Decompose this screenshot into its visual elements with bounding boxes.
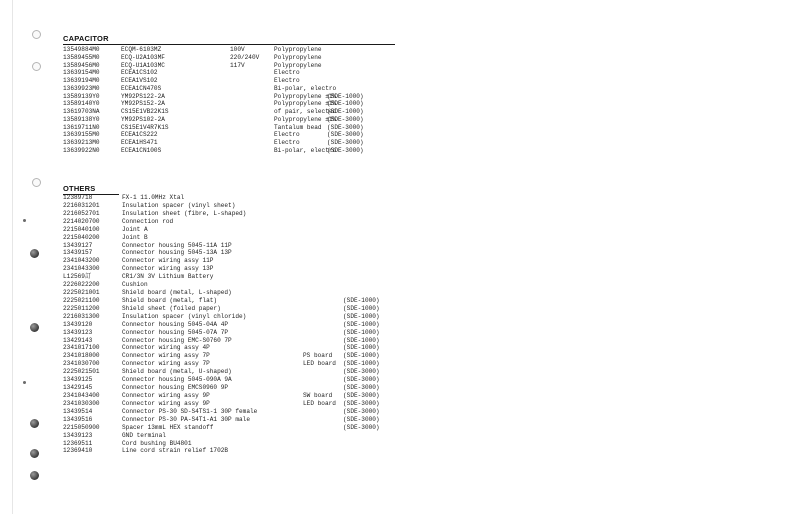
- capacitor-type: Polypropylene: [274, 46, 322, 53]
- part-number: 2225021001: [63, 289, 100, 297]
- capacitor-type: Bi-polar, electro: [274, 84, 337, 92]
- part-description: Connector housing 5045-11A 11P: [122, 241, 232, 249]
- part-description: Shield board (metal, flat): [122, 296, 218, 304]
- part-number: 13639194M0: [63, 77, 100, 84]
- part-description: Connector wiring assy 4P: [122, 344, 210, 352]
- part-code: ECQM-6103MZ: [121, 46, 162, 53]
- part-number: 13589456M0: [63, 61, 100, 69]
- model-note: (SDE-3000): [343, 384, 380, 392]
- binder-hole: [32, 30, 41, 39]
- part-description: Line cord strain relief 1702B: [122, 447, 229, 455]
- board-location: SW board: [303, 392, 333, 399]
- part-description: Connector wiring assy 7P: [122, 360, 210, 368]
- part-number: 13439157: [63, 249, 93, 257]
- voltage-rating: 117V: [230, 61, 245, 69]
- capacitor-type: of pair, selected: [274, 108, 337, 115]
- part-description: Connector housing 5045-090A 9A: [122, 376, 232, 384]
- binder-hole: [30, 323, 39, 332]
- part-code: ECEA1HS471: [121, 139, 158, 146]
- model-note: (SDE-3000): [327, 139, 364, 146]
- part-code: YM92PS152-2A: [121, 100, 165, 108]
- part-number: 13429145: [63, 384, 93, 392]
- model-note: (SDE-3000): [343, 423, 380, 431]
- part-number: 13639922N0: [63, 146, 100, 154]
- part-number: 12389718: [63, 194, 93, 201]
- capacitor-type: Polypropylene ±1%: [274, 115, 337, 123]
- part-description: Shield board (metal, L-shaped): [122, 289, 232, 297]
- part-description: Connector housing 5045-07A 7P: [122, 328, 229, 336]
- model-note: (SDE-3000): [343, 376, 380, 384]
- part-description: Cord bushing BU4801: [122, 439, 192, 447]
- part-description: Connector housing 5045-13A 13P: [122, 249, 232, 257]
- part-code: ECEA1CN470S: [121, 84, 162, 92]
- part-description: CR1/3N 3V Lithium Battery: [122, 273, 214, 281]
- part-description: Joint A: [122, 225, 148, 233]
- part-number: 2226022200: [63, 281, 100, 289]
- capacitor-type: Electro: [274, 69, 300, 77]
- model-note: (SDE-3000): [343, 392, 380, 399]
- part-number: 13589139Y0: [63, 92, 100, 100]
- part-number: 13439123: [63, 328, 93, 336]
- model-note: (SDE-3000): [343, 368, 380, 376]
- part-number: 2225011200: [63, 304, 100, 312]
- model-note: (SDE-1000): [327, 108, 364, 115]
- part-description: Connector PS-30 SD-S4TS1-1 30P female: [122, 407, 258, 415]
- capacitor-type: Polypropylene ±1%: [274, 100, 337, 108]
- part-number: 12369410: [63, 447, 93, 455]
- part-description: Cushion: [122, 281, 148, 289]
- model-note: (SDE-3000): [327, 123, 364, 131]
- model-note: (SDE-1000): [343, 344, 380, 352]
- model-note: (SDE-1000): [343, 336, 380, 344]
- margin-mark: [23, 381, 26, 384]
- part-number: L12569訂: [63, 273, 92, 281]
- part-description: Shield board (metal, U-shaped): [122, 368, 232, 376]
- part-number: 2341018000: [63, 352, 100, 360]
- binder-hole: [30, 419, 39, 428]
- part-description: Connection rod: [122, 217, 174, 225]
- model-note: (SDE-1000): [343, 296, 380, 304]
- binder-hole: [30, 449, 39, 458]
- model-note: (SDE-3000): [327, 146, 364, 154]
- capacitor-type: Electro: [274, 131, 300, 139]
- part-number: 2341043200: [63, 257, 100, 265]
- part-number: 13439516: [63, 415, 93, 423]
- capacitor-type: Polypropylene: [274, 61, 322, 69]
- model-note: (SDE-3000): [343, 399, 380, 407]
- model-note: (SDE-3000): [343, 407, 380, 415]
- part-number: 2216052701: [63, 209, 100, 217]
- part-number: 12369511: [63, 439, 93, 447]
- part-code: ECEA1CS102: [121, 69, 158, 77]
- part-number: 13589455M0: [63, 53, 100, 61]
- part-number: 2214020700: [63, 217, 100, 225]
- part-number: 2341043300: [63, 265, 100, 273]
- binder-hole: [30, 471, 39, 480]
- part-number: 13639213M0: [63, 139, 100, 146]
- part-description: Connector wiring assy 9P: [122, 399, 210, 407]
- binder-hole: [32, 62, 41, 71]
- part-number: 2216031201: [63, 201, 100, 209]
- part-number: 2216031300: [63, 312, 100, 320]
- model-note: (SDE-1000): [343, 360, 380, 368]
- others-heading: OTHERS: [63, 184, 96, 193]
- part-description: Connector wiring assy 13P: [122, 265, 214, 273]
- model-note: (SDE-1000): [343, 328, 380, 336]
- capacitor-heading: CAPACITOR: [63, 34, 109, 43]
- part-description: Connector wiring assy 9P: [122, 392, 210, 399]
- capacitor-type: Tantalum bead: [274, 123, 322, 131]
- part-number: 13619703NA: [63, 108, 100, 115]
- part-number: 13549884M0: [63, 46, 100, 53]
- part-description: Insulation spacer (vinyl chloride): [122, 312, 247, 320]
- part-number: 2215040100: [63, 225, 100, 233]
- part-code: ECEA1VS102: [121, 77, 158, 84]
- model-note: (SDE-1000): [343, 312, 380, 320]
- part-code: ECEA1CS222: [121, 131, 158, 139]
- page-edge: [12, 0, 13, 514]
- binder-hole: [30, 249, 39, 258]
- part-number: 13439514: [63, 407, 93, 415]
- part-description: Shield sheet (foiled paper): [122, 304, 221, 312]
- part-number: 2225021501: [63, 368, 100, 376]
- part-description: Connector PS-30 PA-S4T1-A1 30P male: [122, 415, 250, 423]
- part-code: ECQ-U2A103MF: [121, 53, 165, 61]
- part-number: 13439120: [63, 320, 93, 328]
- part-description: GND terminal: [122, 431, 166, 439]
- model-note: (SDE-3000): [343, 415, 380, 423]
- capacitor-type: Polypropylene ±1%: [274, 92, 337, 100]
- capacitor-type: Electro: [274, 139, 300, 146]
- part-code: CS15E1V4R7K1S: [121, 123, 169, 131]
- part-description: FX-1 11.0MHz Xtal: [122, 194, 185, 201]
- capacitor-type: Electro: [274, 77, 300, 84]
- model-note: (SDE-1000): [343, 304, 380, 312]
- margin-mark: [23, 219, 26, 222]
- part-number: 2225021100: [63, 296, 100, 304]
- part-number: 2341030300: [63, 399, 100, 407]
- part-description: Insulation spacer (vinyl sheet): [122, 201, 236, 209]
- part-number: 2341017100: [63, 344, 100, 352]
- part-number: 13619711N0: [63, 123, 100, 131]
- part-description: Spacer 13mmL HEX standoff: [122, 423, 214, 431]
- part-number: 13639154M0: [63, 69, 100, 77]
- part-number: 2341030700: [63, 360, 100, 368]
- model-note: (SDE-1000): [327, 100, 364, 108]
- part-number: 13589138Y0: [63, 115, 100, 123]
- part-number: 13639155M0: [63, 131, 100, 139]
- model-note: (SDE-3000): [327, 115, 364, 123]
- capacitor-heading-rule: [63, 44, 395, 45]
- part-number: 2341043400: [63, 392, 100, 399]
- part-code: ECEA1CN100S: [121, 146, 162, 154]
- part-number: 13439123: [63, 431, 93, 439]
- voltage-rating: 220/240V: [230, 53, 260, 61]
- part-description: Connector housing 5045-04A 4P: [122, 320, 229, 328]
- board-location: LED board: [303, 360, 336, 368]
- part-number: 13439127: [63, 241, 93, 249]
- part-number: 2215050900: [63, 423, 100, 431]
- part-number: 13589140Y0: [63, 100, 100, 108]
- capacitor-type: Polypropylene: [274, 53, 322, 61]
- part-description: Connector housing EMCS0960 9P: [122, 384, 229, 392]
- part-code: CS15E1VB22K1S: [121, 108, 169, 115]
- part-code: YM92PS122-2A: [121, 92, 165, 100]
- part-number: 13639923M0: [63, 84, 100, 92]
- part-description: Connector wiring assy 11P: [122, 257, 214, 265]
- part-code: YM92PS102-2A: [121, 115, 165, 123]
- part-number: 2215040200: [63, 233, 100, 241]
- voltage-rating: 100V: [230, 46, 245, 53]
- model-note: (SDE-1000): [343, 320, 380, 328]
- board-location: PS board: [303, 352, 333, 360]
- part-number: 13429143: [63, 336, 93, 344]
- capacitor-type: Bi-polar, electro: [274, 146, 337, 154]
- part-description: Joint B: [122, 233, 148, 241]
- board-location: LED board: [303, 399, 336, 407]
- part-description: Insulation sheet (fibre, L-shaped): [122, 209, 247, 217]
- part-number: 13439125: [63, 376, 93, 384]
- model-note: (SDE-1000): [327, 92, 364, 100]
- model-note: (SDE-3000): [327, 131, 364, 139]
- part-description: Connector wiring assy 7P: [122, 352, 210, 360]
- part-description: Connector housing EMC-S0760 7P: [122, 336, 232, 344]
- part-code: ECQ-U1A103MC: [121, 61, 165, 69]
- model-note: (SDE-1000): [343, 352, 380, 360]
- binder-hole: [32, 178, 41, 187]
